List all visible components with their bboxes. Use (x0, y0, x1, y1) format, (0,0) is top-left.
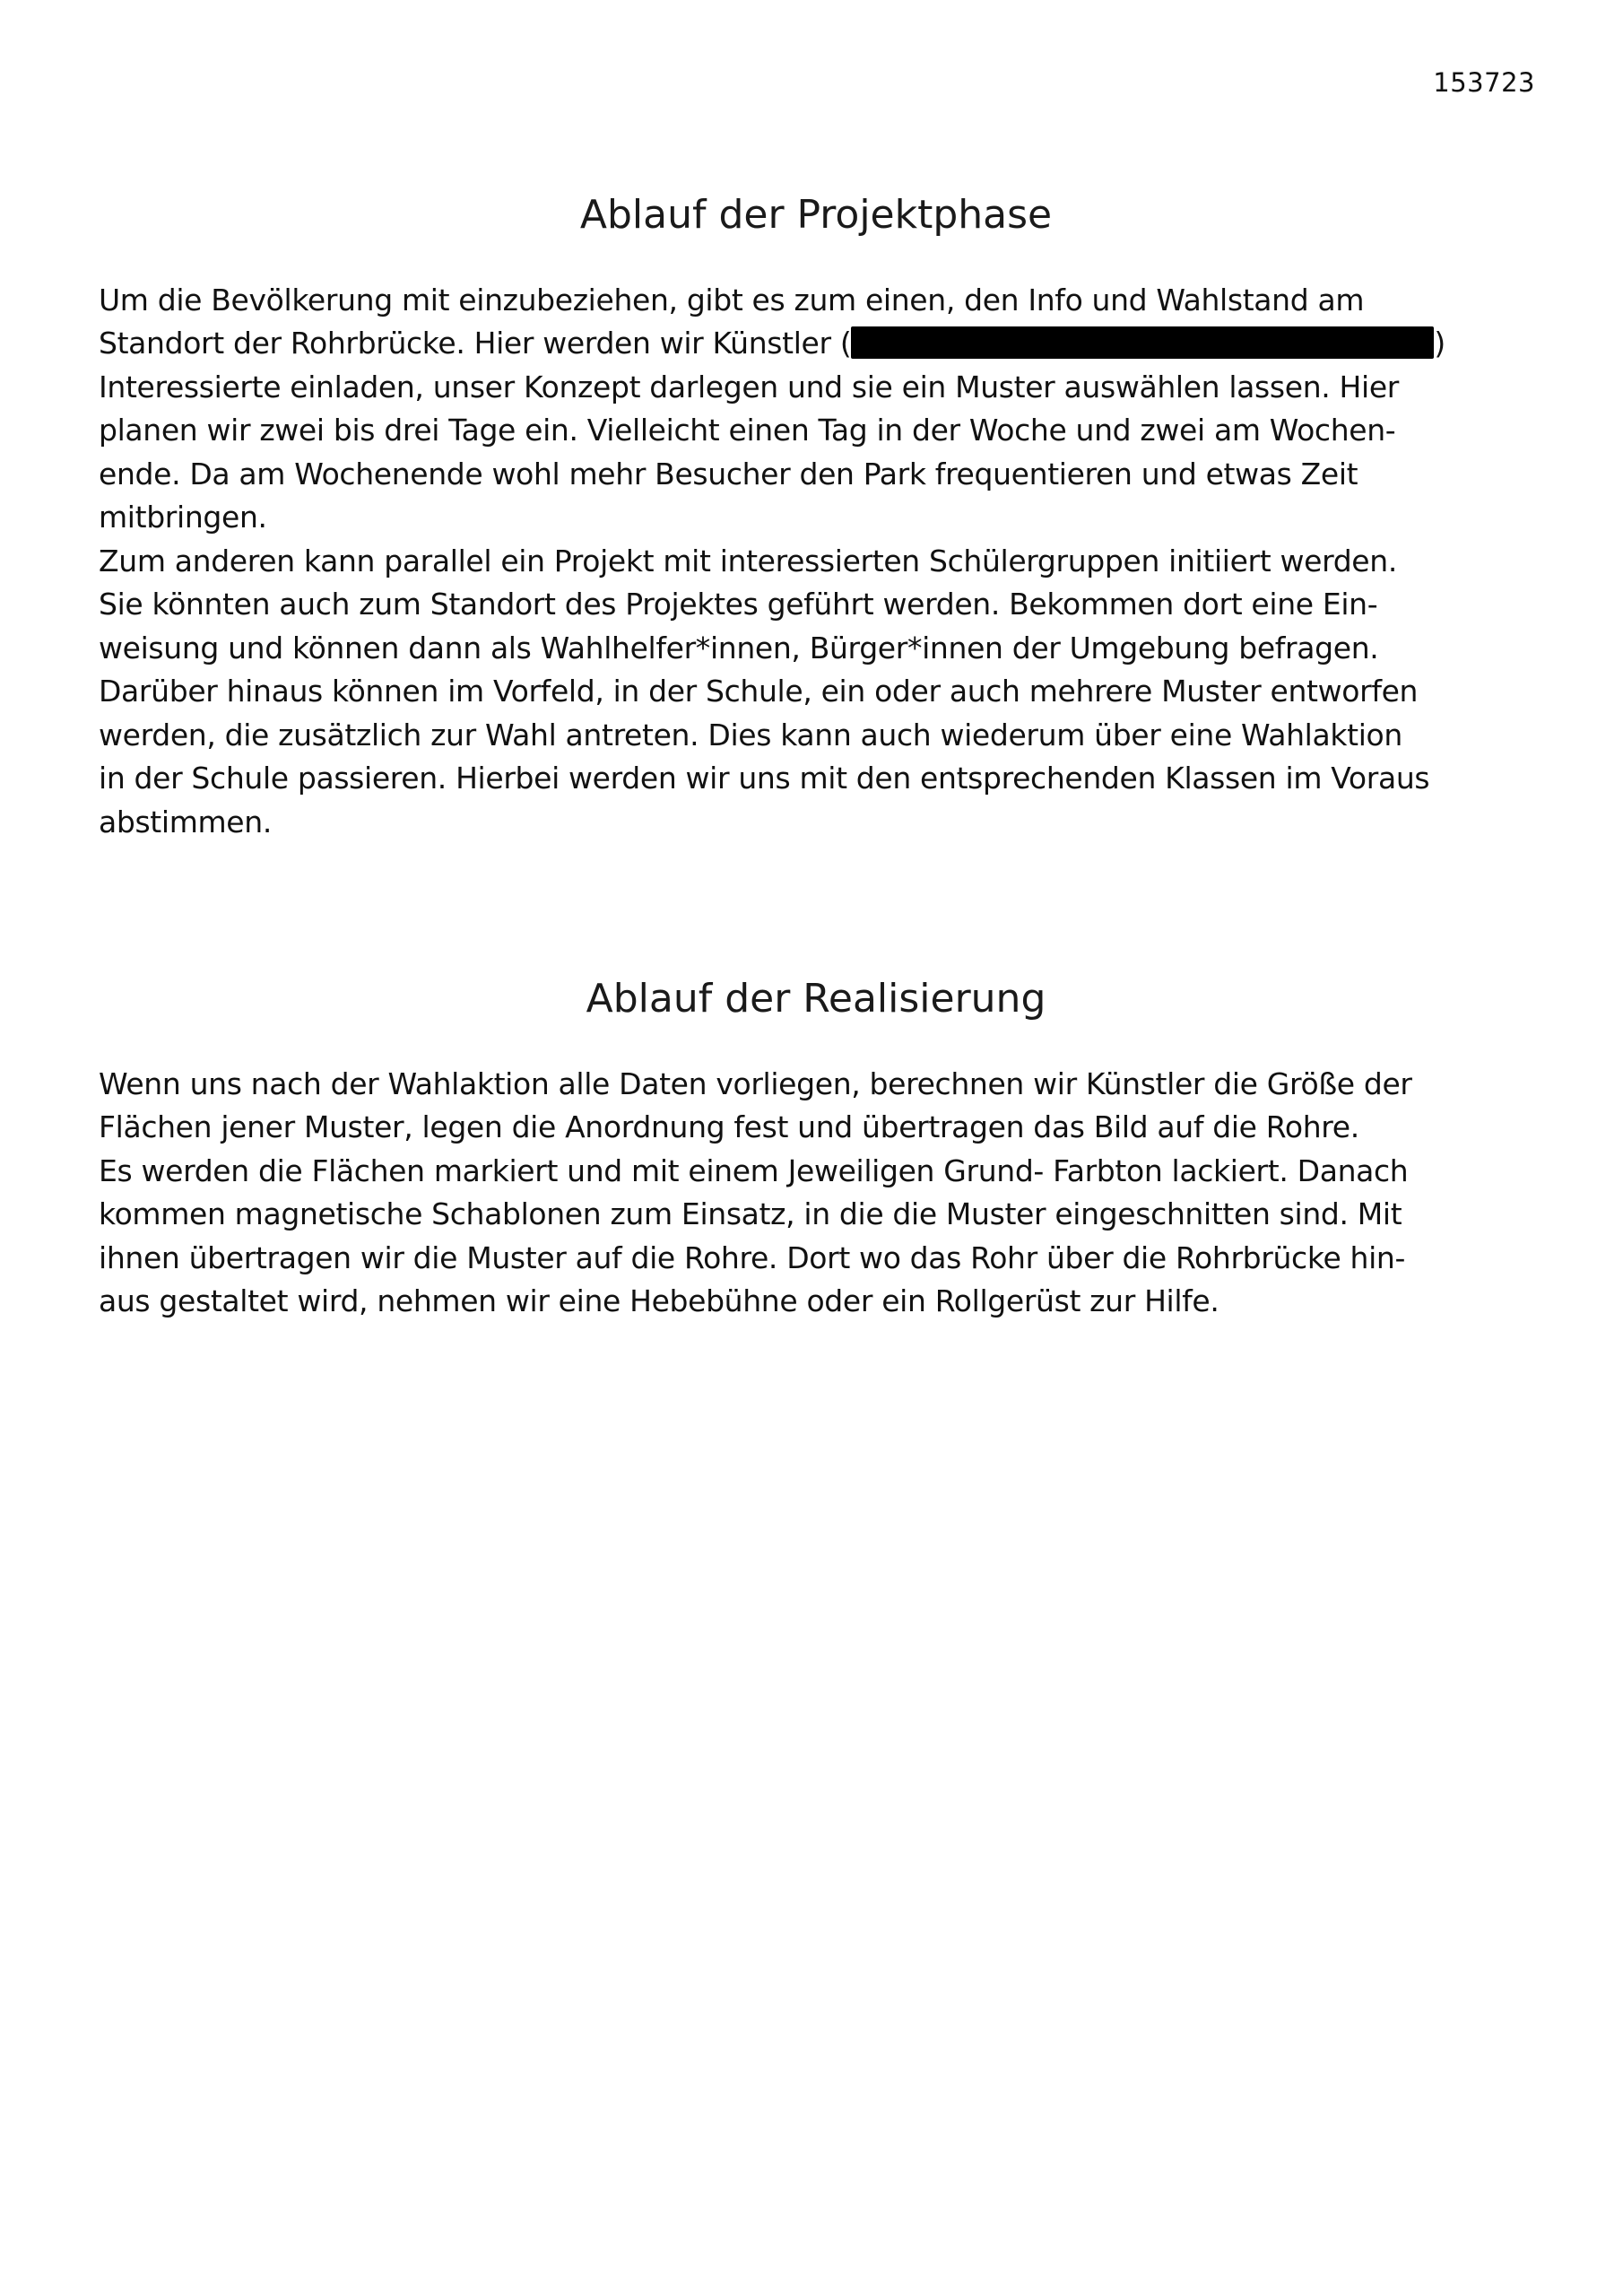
text-line: Um die Bevölkerung mit einzubeziehen, gibt es zum einen, den Info und Wahlstand am (99, 282, 1365, 317)
text-fragment: Standort der Rohrbrücke. Hier werden wir Künstler ( (99, 326, 852, 361)
text-line: ende. Da am Wochenende wohl mehr Besucher den Park frequentieren und etwas Zeit (99, 456, 1358, 491)
text-line: in der Schule passieren. Hierbei werden wir uns mit den entsprechenden Klassen im Voraus (99, 761, 1430, 796)
text-line: Es werden die Flächen markiert und mit einem Jeweiligen Grund- Farbton lackiert. Danach (99, 1152, 1409, 1188)
text-line: werden, die zusätzlich zur Wahl antreten. Dies kann auch wiederum über eine Wahlaktion (99, 717, 1402, 752)
text-line: weisung und können dann als Wahlhelfer*innen, Bürger*innen der Umgebung befragen. (99, 630, 1379, 665)
text-line: Interessierte einladen, unser Konzept darlegen und sie ein Muster auswählen lassen. Hier (99, 369, 1399, 404)
text-line: Wenn uns nach der Wahlaktion alle Daten vorliegen, berechnen wir Künstler die Größe der (99, 1065, 1412, 1101)
text-line: Zum anderen kann parallel ein Projekt mit interessierten Schülergruppen initiiert werden. (99, 543, 1397, 578)
text-line: mitbringen. (99, 500, 267, 535)
text-line: planen wir zwei bis drei Tage ein. Vielleicht einen Tag in der Woche und zwei am Wochen- (99, 413, 1396, 448)
text-line-with-redaction (99, 322, 1533, 366)
section-heading: Ablauf der Realisierung (586, 976, 1046, 1022)
text-line: Darüber hinaus können im Vorfeld, in der Schule, ein oder auch mehrere Muster entworfen (99, 674, 1419, 709)
section-realisierung (99, 976, 1533, 1324)
text-line: abstimmen. (99, 804, 272, 839)
text-line: Sie könnten auch zum Standort des Projektes geführt werden. Bekommen dort eine Ein- (99, 587, 1378, 622)
section-body (99, 279, 1533, 845)
redaction-bar (851, 326, 1434, 359)
section-body (99, 1063, 1533, 1324)
text-line: kommen magnetische Schablonen zum Einsatz, in die die Muster eingeschnitten sind. Mit (99, 1196, 1402, 1232)
text-line: ihnen übertragen wir die Muster auf die Rohre. Dort wo das Rohr über die Rohrbrücke hin- (99, 1239, 1406, 1275)
text-line: Flächen jener Muster, legen die Anordnung fest und übertragen das Bild auf die Rohre. (99, 1109, 1359, 1145)
text-fragment: ) (1434, 326, 1445, 361)
page-number: 153723 (1433, 67, 1535, 98)
section-heading: Ablauf der Projektphase (579, 192, 1053, 238)
section-projektphase (99, 192, 1533, 844)
text-line: aus gestaltet wird, nehmen wir eine Hebebühne oder ein Rollgerüst zur Hilfe. (99, 1283, 1219, 1319)
